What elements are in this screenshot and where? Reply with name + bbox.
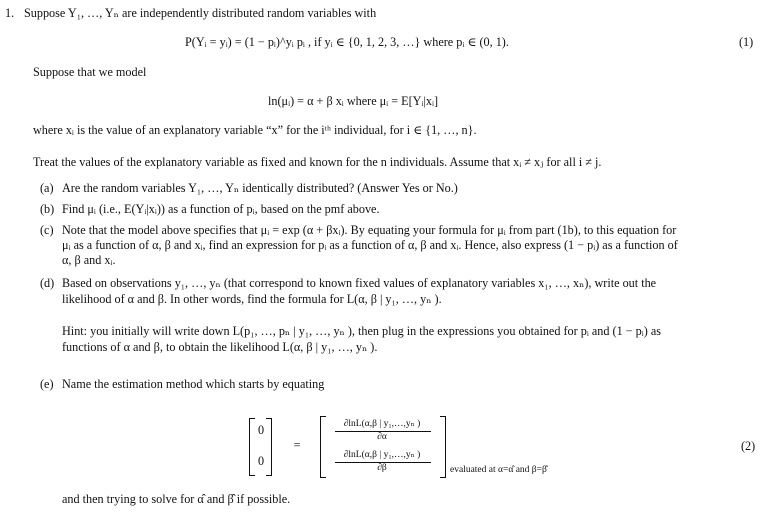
partial-beta-denominator: ∂β xyxy=(377,463,387,473)
pmf-equation: P(Yᵢ = yᵢ) = (1 − pᵢ)^yᵢ pᵢ , if yᵢ ∈ {0, 1, 2, 3, …} where pᵢ ∈ (0, 1). xyxy=(185,35,509,49)
model-equation: ln(μᵢ) = α + β xᵢ where μᵢ = E[Yᵢ|xᵢ] xyxy=(268,94,439,108)
partial-alpha-numerator: ∂lnL(α,β | y₁,…,yₙ ) xyxy=(343,419,421,429)
equation-1-tag: (1) xyxy=(739,35,754,49)
part-c-line-1: Note that the model above specifies that μᵢ = exp (α + βxᵢ). By equating your formula for μᵢ from part (1b), to this equation for xyxy=(62,223,677,237)
part-e-closing: and then trying to solve for α̂ and β̂ if possible. xyxy=(62,492,291,506)
explanatory-variable-text: where xᵢ is the value of an explanatory variable “x” for the iᵗʰ individual, for i ∈ {1, …, n}. xyxy=(33,123,477,137)
partial-alpha-denominator: ∂α xyxy=(377,432,387,442)
problem-number: 1. xyxy=(5,6,15,20)
model-intro: Suppose that we model xyxy=(33,65,147,79)
zero-bottom: 0 xyxy=(257,454,265,468)
part-c-label: (c) xyxy=(40,223,54,237)
assumption-text: Treat the values of the explanatory variable as fixed and known for the n individuals. Assume that xᵢ ≠ xⱼ for all i ≠ j. xyxy=(33,155,602,169)
problem-intro: Suppose Y₁, …, Yₙ are independently distributed random variables with xyxy=(24,6,377,20)
part-d-line-2: likelihood of α and β. In other words, find the formula for L(α, β | y₁, …, yₙ ). xyxy=(62,292,442,306)
right-bracket-open xyxy=(320,416,326,478)
evaluated-at-text: evaluated at α=α̂ and β=β̂ xyxy=(450,465,547,475)
part-c-line-3: α, β and xᵢ. xyxy=(62,253,116,267)
right-bracket-close xyxy=(440,416,446,478)
part-b-text: Find μᵢ (i.e., E(Yᵢ|xᵢ)) as a function of pᵢ, based on the pmf above. xyxy=(62,202,380,216)
part-c-line-2: μᵢ as a function of α, β and xᵢ, find an expression for pᵢ as a function of α, β and xᵢ. Hence, also express (1 − pᵢ) as a function of xyxy=(62,238,678,252)
part-b-label: (b) xyxy=(40,202,55,216)
part-e-label: (e) xyxy=(40,377,54,391)
part-d-hint-2: functions of α and β, to obtain the likelihood L(α, β | y₁, …, yₙ ). xyxy=(62,340,378,354)
part-a-label: (a) xyxy=(40,181,54,195)
partial-beta-numerator: ∂lnL(α,β | y₁,…,yₙ ) xyxy=(343,450,421,460)
part-d-hint-1: Hint: you initially will write down L(p₁, …, pₙ | y₁, …, yₙ ), then plug in the expressions you obtained for pᵢ and (1 − pᵢ) as xyxy=(62,324,661,338)
part-d-label: (d) xyxy=(40,276,55,290)
equals-sign: = xyxy=(293,438,301,452)
zero-top: 0 xyxy=(257,423,265,437)
part-a-text: Are the random variables Y₁, …, Yₙ identically distributed? (Answer Yes or No.) xyxy=(62,181,458,195)
part-d-line-1: Based on observations y₁, …, yₙ (that correspond to known fixed values of explanatory variables x₁, …, xₙ), write out the xyxy=(62,276,657,290)
part-e-text: Name the estimation method which starts by equating xyxy=(62,377,325,391)
equation-2-tag: (2) xyxy=(741,439,756,453)
